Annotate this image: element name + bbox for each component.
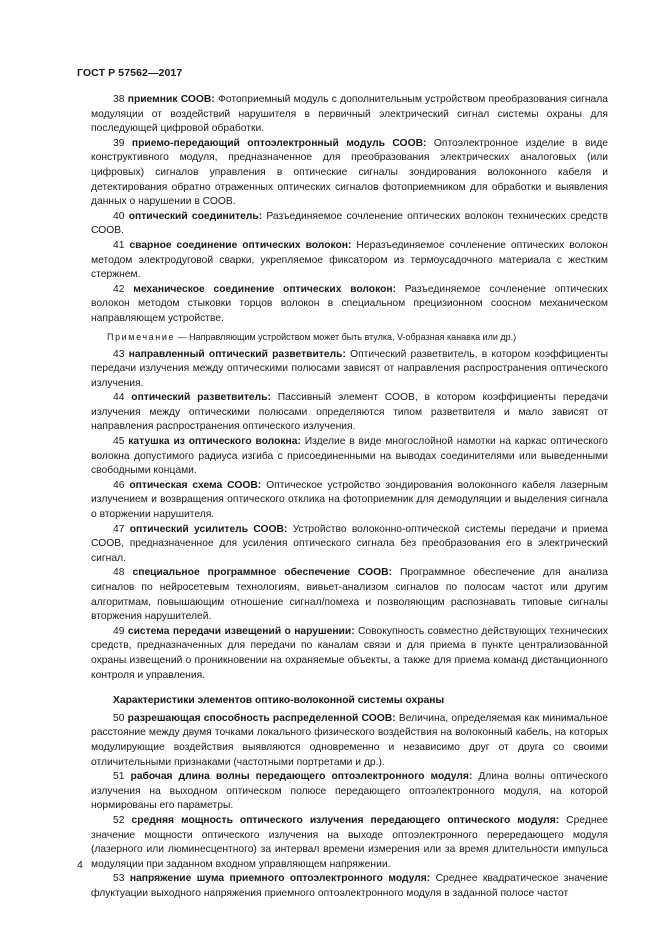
term-entry bbox=[91, 872, 608, 901]
document-body bbox=[91, 93, 608, 901]
term-definition: Пассивный элемент СООВ, в котором коэффициенты передачи излучения между оптическими полюсами определяются типом разветвителя и мало зависят от направления распространения оптического излучения. bbox=[91, 392, 608, 433]
term-definition: Неразъединяемое сочленение оптических волокон методом электродуговой сварки, укрепляемое фиксатором из термоусадочного материала с жестким стержнем. bbox=[91, 239, 608, 281]
term-entry bbox=[91, 210, 608, 239]
term-number: 41 bbox=[113, 239, 125, 251]
term-entry bbox=[91, 348, 608, 392]
term-definition: Программное обеспечение для анализа сигналов по нейросетевым технологиям, вивьет-анализом сигналов по полосам частот или другим алгоритмам, повышающим отношение сигнал/помеха и позволяющим распознавать типовые сигналы вторжения нарушителей. bbox=[91, 567, 608, 623]
term-entry bbox=[91, 93, 608, 137]
term-entry bbox=[91, 391, 608, 435]
term-title: рабочая длина волны передающего оптоэлектронного модуля: bbox=[130, 771, 473, 783]
term-number: 53 bbox=[113, 873, 125, 885]
section-title: Характеристики элементов оптико-волоконной системы охраны bbox=[113, 695, 445, 707]
term-definition: Совокупность совместно действующих технических средств, предназначенных для передачи по каналам связи и для приема в пункте централизованной охраны извещений о проникновении на охраняемые объекты, а также для приема команд дистанционного контроля и управления. bbox=[91, 625, 608, 681]
term-entry bbox=[91, 137, 608, 210]
note-label: Примечание bbox=[107, 331, 176, 342]
term-title: специальное программное обеспечение СООВ: bbox=[132, 567, 392, 579]
term-title: механическое соединение оптических волокон: bbox=[133, 283, 397, 295]
terms-group-a bbox=[91, 93, 608, 327]
term-definition: Изделие в виде многослойной намотки на каркас оптического волокна допустимого радиуса изгиба с присоединенными на выводах соединителями или выведенными свободными концами. bbox=[91, 436, 608, 477]
term-number: 38 bbox=[113, 94, 125, 105]
term-definition: Фотоприемный модуль с дополнительным устройством преобразования сигнала модуляции от воздействий нарушителя в первичный электрический сигнал системы охраны для последующей цифровой обработки. bbox=[91, 94, 608, 135]
terms-group-b bbox=[91, 348, 608, 684]
term-entry bbox=[91, 283, 608, 327]
term-number: 44 bbox=[113, 392, 125, 404]
note-text: — Направляющим устройством может быть втулка, V-образная канавка или др.) bbox=[177, 331, 517, 342]
term-entry bbox=[91, 770, 608, 814]
page-number: 4 bbox=[77, 859, 83, 871]
term-title: катушка из оптического волокна: bbox=[128, 436, 301, 448]
terms-group-c bbox=[91, 712, 608, 902]
term-title: оптический соединитель: bbox=[128, 210, 263, 222]
term-title: оптический усилитель СООВ: bbox=[129, 523, 288, 535]
term-number: 46 bbox=[113, 479, 125, 491]
term-title: разрешающая способность распределенной СООВ: bbox=[127, 712, 396, 724]
term-definition: Среднее квадратическое значение флуктуации выходного напряжения приемного оптоэлектронного модуля в заданной полосе частот bbox=[91, 873, 608, 899]
term-entry bbox=[91, 566, 608, 624]
term-title: направленный оптический разветвитель: bbox=[128, 348, 346, 360]
term-entry bbox=[91, 239, 608, 283]
term-number: 40 bbox=[113, 210, 125, 222]
term-entry bbox=[91, 479, 608, 523]
term-number: 42 bbox=[113, 283, 125, 295]
term-definition: Величина, определяемая как минимальное расстояние между двумя точками локального физического воздействия на волоконный кабель, на которых модулирующие воздействия выявляются одновременно и независимо друг от друга со своими отличительными признаками (частотными портретами и др.). bbox=[91, 712, 608, 768]
term-definition: Разъединяемое сочленение оптических волокон методом стыковки торцов волокон в специальном прецизионном соосном механическом направляющем устройстве. bbox=[91, 283, 608, 324]
term-number: 45 bbox=[113, 436, 125, 448]
term-title: приемник СООВ: bbox=[127, 94, 215, 105]
term-definition: Устройство волоконно-оптической системы передачи и приема СООВ, предназначенное для усиления оптического сигнала без преобразования его в электрический сигнал. bbox=[91, 523, 608, 564]
term-title: сварное соединение оптических волокон: bbox=[129, 239, 352, 251]
term-number: 50 bbox=[113, 712, 125, 724]
term-definition: Оптическое устройство зондирования волоконного кабеля лазерным излучением и возвращения оптического отклика на фотоприемник для демодуляции и выделения сигнала о вторжении нарушителя. bbox=[91, 479, 608, 521]
term-title: оптический разветвитель: bbox=[131, 392, 271, 404]
note bbox=[91, 331, 608, 343]
term-number: 49 bbox=[113, 625, 125, 637]
term-title: система передачи извещений о нарушении: bbox=[127, 625, 355, 637]
term-title: напряжение шума приемного оптоэлектронного модуля: bbox=[129, 873, 431, 885]
term-number: 51 bbox=[113, 771, 125, 783]
term-definition: Оптический разветвитель, в котором коэффициенты передачи излучения между оптическими полюсами зависят от направления распространения оптического излучения. bbox=[91, 348, 608, 389]
term-number: 39 bbox=[113, 137, 125, 149]
term-number: 43 bbox=[113, 348, 125, 360]
term-entry bbox=[91, 435, 608, 479]
term-number: 52 bbox=[113, 814, 125, 826]
term-entry bbox=[91, 625, 608, 683]
term-entry bbox=[91, 814, 608, 872]
term-definition: Среднее значение мощности оптического излучения на выходе оптоэлектронного перередающего модуля (лазерного или люминесцентного) за интервал времени измерения или за время длительности импульса модуляции при заданном входном управляющем напряжении. bbox=[91, 814, 608, 870]
term-title: приемо-передающий оптоэлектронный модуль СООВ: bbox=[131, 137, 427, 149]
term-number: 48 bbox=[113, 567, 125, 579]
term-definition: Разъединяемое сочленение оптических волокон технических средств СООВ. bbox=[91, 210, 608, 237]
term-number: 47 bbox=[113, 523, 125, 535]
document-header-code: ГОСТ Р 57562—2017 bbox=[77, 67, 183, 79]
term-definition: Оптоэлектронное изделие в виде конструктивного модуля, предназначенное для преобразования электрических аналоговых (или цифровых) сигналов управления в оптические сигналы зондирования волоконного кабеля и детектирования обратно отраженных оптических сигналов фотоприемником для обработки и выявления данных о нарушении в СООВ. bbox=[91, 137, 608, 208]
term-entry bbox=[91, 523, 608, 567]
term-definition: Длина волны оптического излучения на выходном оптическом полюсе передающего оптоэлектронного модуля, на которой нормированы его параметры. bbox=[91, 771, 608, 812]
term-entry bbox=[91, 712, 608, 770]
term-title: оптическая схема СООВ: bbox=[129, 479, 262, 491]
term-title: средняя мощность оптического излучения передающего оптического модуля: bbox=[131, 814, 560, 826]
